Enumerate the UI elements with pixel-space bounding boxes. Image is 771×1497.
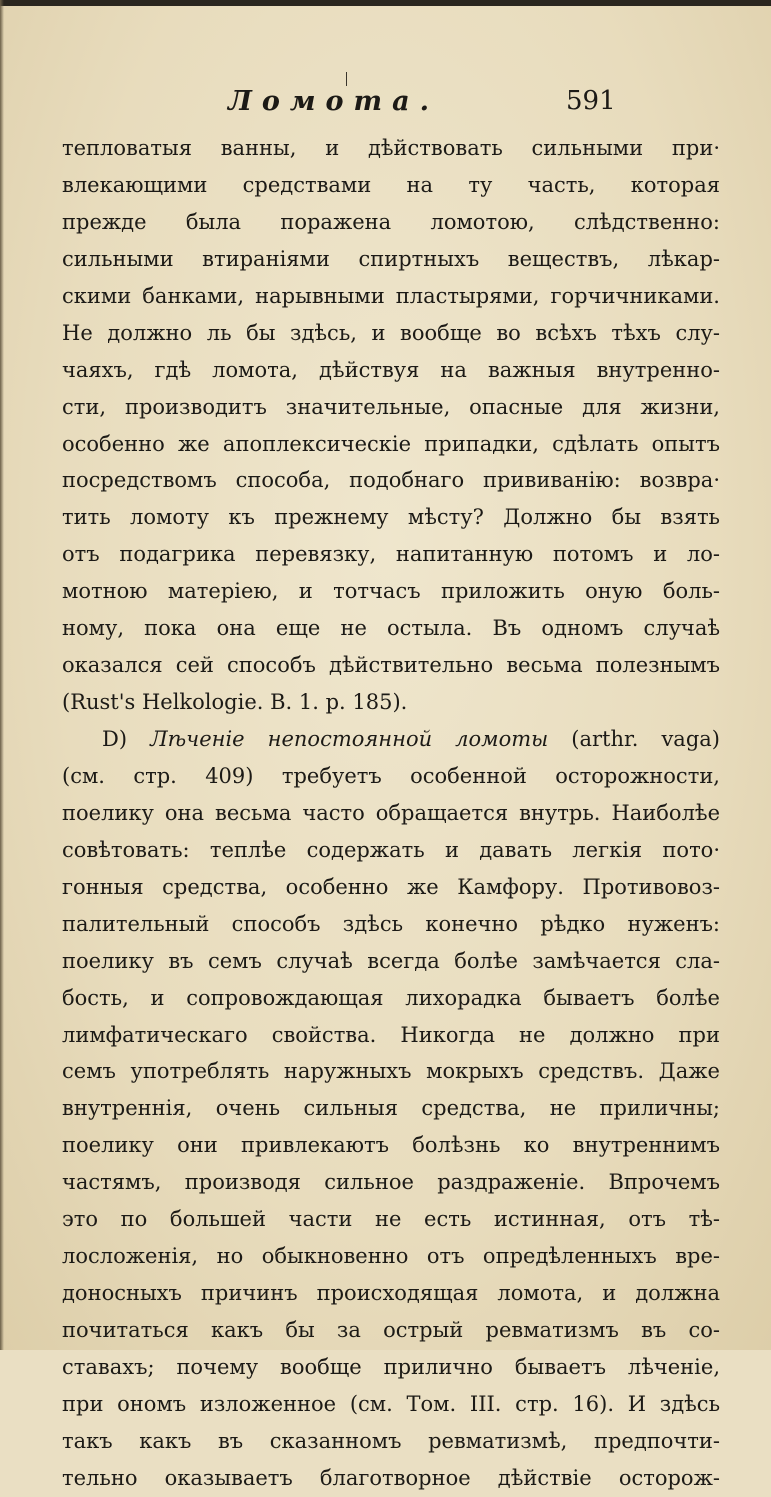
text-line: поелику они привлекаютъ болѣзнь ко внутреннимъ (62, 1133, 720, 1158)
text-line: это по большей части не есть истинная, отъ тѣ- (62, 1207, 720, 1232)
section-title: Лѣченіе непостоянной ломоты (150, 727, 549, 751)
page-number: 591 (566, 86, 616, 116)
text-line: ставахъ; почему вообще прилично бываетъ лѣченіе, (62, 1354, 720, 1379)
text-line: скими банками, нарывными пластырями, горчичниками. (62, 283, 720, 308)
text-line: Не должно ль бы здѣсь, и вообще во всѣхъ тѣхъ слу- (62, 320, 720, 345)
text-line: лосложенія, но обыкновенно отъ опредѣленныхъ вре- (62, 1244, 720, 1269)
text-line: тить ломоту къ прежнему мѣсту? Должно бы взять (62, 505, 720, 530)
text-line: гонныя средства, особенно же Камфору. Противовоз- (62, 874, 720, 899)
text-line: сти, производитъ значительные, опасные для жизни, (62, 394, 720, 419)
text-line: особенно же апоплексическіе припадки, сдѣлать опытъ (62, 431, 720, 456)
body-text (62, 130, 720, 1497)
section-letter: D) (102, 727, 151, 751)
text-line: лимфатическаго свойства. Никогда не должно при (62, 1022, 720, 1047)
text-line: сильными втираніями спиртныхъ веществъ, лѣкар- (62, 246, 720, 271)
text-line: отъ подагрика перевязку, напитанную потомъ и ло- (62, 542, 720, 567)
text-line: внутреннія, очень сильныя средства, не приличны; (62, 1096, 720, 1121)
page-top-edge (0, 0, 771, 6)
text-line: такъ какъ въ сказанномъ ревматизмѣ, предпочти- (62, 1428, 720, 1453)
running-title: Ломота. (228, 86, 440, 117)
text-line: ному, пока она еще не остыла. Въ одномъ случаѣ (62, 616, 720, 641)
text-line: почитаться какъ бы за острый ревматизмъ въ со- (62, 1318, 720, 1342)
text-line: (см. стр. 409) требуетъ особенной осторожности, (62, 763, 720, 788)
text-line: тельно оказываетъ благотворное дѣйствіе осторож- (62, 1465, 720, 1490)
text-line: оказался сей способъ дѣйствительно весьма полезнымъ (62, 653, 720, 678)
text-line: палительный способъ здѣсь конечно рѣдко нуженъ: (62, 911, 720, 936)
text-line: чаяхъ, гдѣ ломота, дѣйствуя на важныя внутренно- (62, 357, 720, 382)
text-line: совѣтовать: теплѣе содержать и давать легкія пото· (62, 837, 720, 862)
text-line: поелику она весьма часто обращается внутрь. Наиболѣе (62, 800, 720, 825)
text-line: поелику въ семъ случаѣ всегда болѣе замѣчается сла- (62, 948, 720, 973)
text-line: (Rust's Helkologie. B. 1. p. 185). (62, 690, 408, 715)
printer-mark (346, 72, 347, 86)
section-latin-term: (arthr. vaga) (548, 727, 720, 751)
text-line: бость, и сопровождающая лихорадка бываетъ болѣе (62, 985, 720, 1010)
section-heading-line (62, 721, 720, 758)
text-line: семъ употреблять наружныхъ мокрыхъ средствъ. Даже (62, 1059, 720, 1084)
page-left-edge (0, 0, 4, 1350)
text-line: прежде была поражена ломотою, слѣдственно: (62, 209, 720, 234)
text-line: доносныхъ причинъ происходящая ломота, и должна (62, 1281, 720, 1306)
page-header (0, 82, 771, 130)
text-line: при ономъ изложенное (см. Том. III. стр. 16). И здѣсь (62, 1391, 720, 1416)
text-line: тепловатыя ванны, и дѣйствовать сильными при· (62, 136, 720, 160)
text-line: посредствомъ способа, подобнаго прививанію: возвра· (62, 468, 720, 493)
text-line: частямъ, производя сильное раздраженіе. Впрочемъ (62, 1170, 720, 1195)
text-line: мотною матеріею, и тотчасъ приложить оную боль- (62, 579, 720, 604)
text-line: влекающими средствами на ту часть, которая (62, 172, 720, 197)
